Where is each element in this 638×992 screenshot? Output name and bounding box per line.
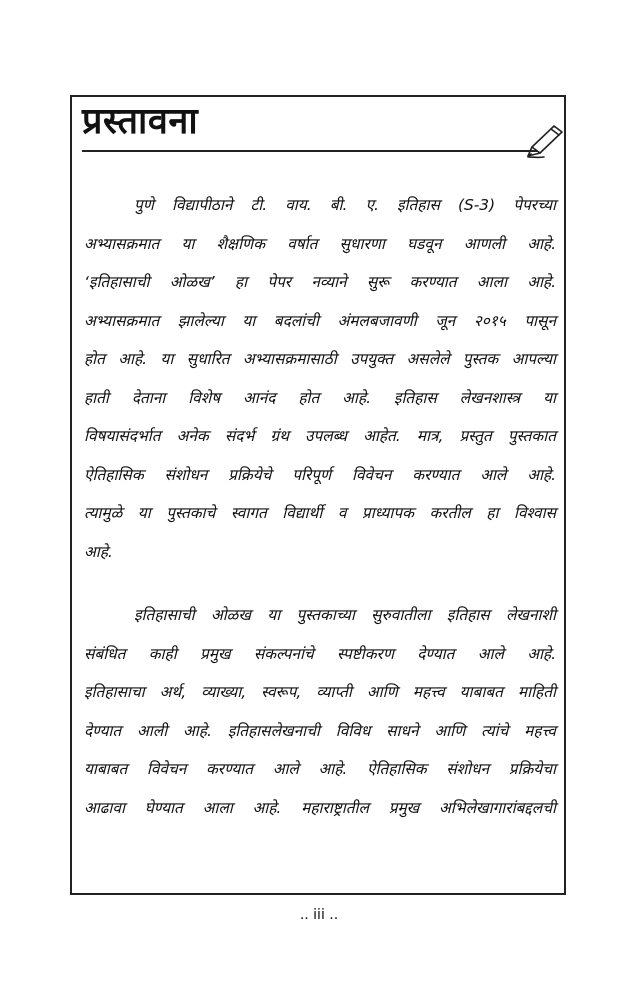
text-line: आढावा घेण्यात आला आहे. महाराष्ट्रातील प्रमुख अभिलेखागारांबद्दलची (84, 798, 556, 817)
text-line: विषयासंदर्भात अनेक संदर्भ ग्रंथ उपलब्ध आहेत. मात्र, प्रस्तुत पुस्तकात (84, 427, 556, 445)
text-line: आहे. (84, 542, 113, 561)
text-line: इतिहासाचा अर्थ, व्याख्या, स्वरूप, व्याप्ती आणि महत्त्व याबाबत माहिती (84, 683, 556, 701)
title-underline (82, 150, 540, 152)
text-line: याबाबत विवेचन करण्यात आले आहे. ऐतिहासिक संशोधन प्रक्रियेचा (84, 760, 556, 778)
paragraph-1 (84, 186, 556, 571)
pen-icon (524, 120, 568, 160)
text-line: त्यामुळे या पुस्तकाचे स्वागत विद्यार्थी व प्राध्यापक करतील हा विश्वास (84, 504, 556, 522)
paragraph-2 (84, 596, 556, 827)
page-number: .. iii .. (299, 907, 339, 923)
text-line: होत आहे. या सुधारित अभ्यासक्रमासाठी उपयुक्त असलेले पुस्तक आपल्या (84, 350, 556, 368)
page-title: प्रस्तावना (82, 101, 199, 142)
text-line: इतिहासाची ओळख या पुस्तकाच्या सुरुवातीला इतिहास लेखनाशी (134, 606, 556, 624)
text-line: संबंधित काही प्रमुख संकल्पनांचे स्पष्टीकरण देण्यात आले आहे. (84, 644, 556, 663)
text-line: अभ्यासक्रमात झालेल्या या बदलांची अंमलबजावणी जून २०१५ पासून (84, 311, 556, 330)
text-line: अभ्यासक्रमात या शैक्षणिक वर्षात सुधारणा घडवून आणली आहे. (84, 234, 556, 253)
text-line: पुणे विद्यापीठाने टी. वाय. बी. ए. इतिहास (S-3) पेपरच्या (134, 196, 556, 214)
text-line: ऐतिहासिक संशोधन प्रक्रियेचे परिपूर्ण विवेचन करण्यात आले आहे. (84, 465, 556, 484)
text-line: ‘इतिहासाची ओळख’ हा पेपर नव्याने सुरू करण्यात आला आहे. (84, 273, 556, 291)
text-line: देण्यात आली आहे. इतिहासलेखनाची विविध साधने आणि त्यांचे महत्त्व (84, 721, 556, 740)
text-line: हाती देताना विशेष आनंद होत आहे. इतिहास लेखनशास्त्र या (84, 388, 556, 407)
preface-body (84, 186, 556, 827)
